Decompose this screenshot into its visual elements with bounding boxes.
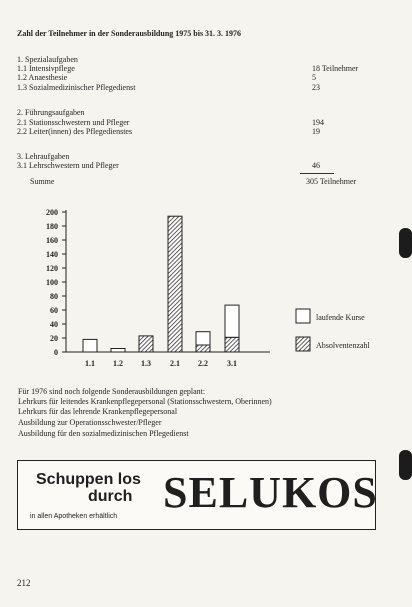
page-number: 212 [17, 578, 31, 588]
y-tick-label: 100 [46, 278, 58, 287]
note-line: Lehrkurs für leitendes Krankenpflegepersonal (Stationsschwestern, Oberinnen) [18, 397, 272, 406]
row-value: 18 Teilnehmer [312, 64, 359, 73]
page-edge-mark [399, 228, 412, 258]
row-value: 23 [312, 83, 320, 92]
legend-swatch-laufende [296, 309, 310, 323]
bar-absolventen [225, 337, 239, 352]
row-label: 3.1 Lehrschwestern und Pfleger [17, 161, 119, 170]
legend-label: Absolventenzahl [316, 341, 370, 350]
x-tick-label: 1.1 [85, 359, 95, 368]
advertisement [17, 460, 376, 530]
y-tick-label: 0 [54, 348, 58, 357]
legend-swatch-absolventen [296, 337, 310, 351]
y-tick-label: 120 [46, 264, 58, 273]
row-label: 2.1 Stationsschwestern und Pfleger [17, 118, 130, 127]
note-line: Für 1976 sind noch folgende Sonderausbildungen geplant: [18, 387, 206, 396]
y-tick-label: 20 [50, 334, 58, 343]
y-tick-label: 180 [46, 222, 58, 231]
note-line: Ausbildung zur Operationsschwester/Pfleger [18, 418, 162, 427]
y-tick-label: 140 [46, 250, 58, 259]
legend-label: laufende Kurse [316, 313, 365, 322]
x-tick-label: 1.2 [113, 359, 123, 368]
y-tick-label: 80 [50, 292, 58, 301]
section-heading: 3. Lehraufgaben [17, 152, 70, 161]
row-label: 1.3 Sozialmedizinischer Pflegedienst [17, 83, 136, 92]
bar-laufende-kurse [225, 305, 239, 337]
bar-absolventen [196, 345, 210, 352]
total-label: Summe [30, 177, 55, 186]
row-label: 1.1 Intensivpflege [17, 64, 75, 73]
row-value: 194 [312, 118, 324, 127]
y-tick-label: 40 [50, 320, 58, 329]
page-edge-mark [399, 450, 412, 480]
bar-absolventen [168, 216, 182, 352]
row-label: 1.2 Anaesthesie [17, 73, 68, 82]
row-value: 46 [312, 161, 320, 170]
page-title: Zahl der Teilnehmer in der Sonderausbildung 1975 bis 31. 3. 1976 [17, 29, 242, 38]
ad-tagline: in allen Apotheken erhältlich [30, 513, 118, 520]
row-label: 2.2 Leiter(innen) des Pflegedienstes [17, 127, 133, 136]
row-value: 19 [312, 127, 320, 136]
x-tick-label: 3.1 [227, 359, 237, 368]
row-value: 5 [312, 73, 316, 82]
brand-logo: SELUKOS [163, 468, 378, 517]
total-value: 305 Teilnehmer [306, 177, 357, 186]
x-tick-label: 2.2 [198, 359, 208, 368]
section-heading: 2. Führungsaufgaben [17, 108, 85, 117]
section-heading: 1. Spezialaufgaben [17, 55, 78, 64]
ad-headline-2: durch [88, 488, 133, 505]
y-tick-label: 160 [46, 236, 58, 245]
y-tick-label: 200 [46, 208, 58, 217]
bar-laufende-kurse [83, 339, 97, 352]
note-line: Lehrkurs für das lehrende Krankenpflegepersonal [18, 407, 178, 416]
x-tick-label: 1.3 [141, 359, 151, 368]
bar-laufende-kurse [111, 349, 125, 353]
bar-absolventen [139, 336, 153, 352]
bar-laufende-kurse [196, 332, 210, 345]
ad-headline: Schuppen los [36, 471, 141, 488]
note-line: Ausbildung für den sozialmedizinischen Pflegedienst [18, 429, 189, 438]
y-tick-label: 60 [50, 306, 58, 315]
x-tick-label: 2.1 [170, 359, 180, 368]
